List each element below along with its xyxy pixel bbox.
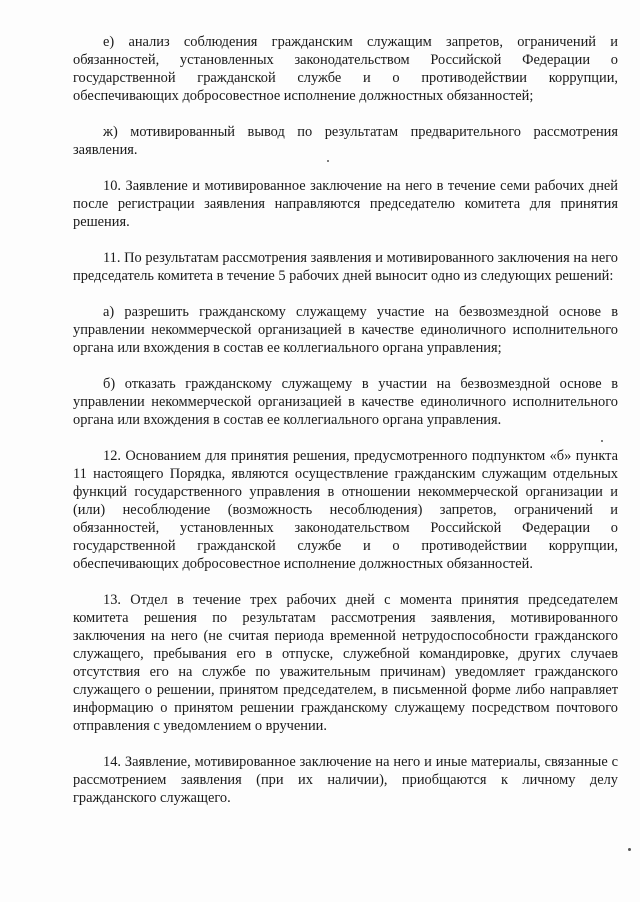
- paragraph-a: а) разрешить гражданскому служащему участие на безвозмездной основе в управлении некоммерческой организацией в качестве единоличного исполнительного органа или вхождения в состав ее коллегиального органа управления;: [73, 304, 618, 356]
- paragraph-e: е) анализ соблюдения гражданским служащим запретов, ограничений и обязанностей, установленных законодательством Российской Федерации о государственной гражданской службе и о противодействии коррупции, обеспечивающих добросовестное исполнение должностных обязанностей;: [73, 34, 618, 104]
- paragraph-13: 13. Отдел в течение трех рабочих дней с момента принятия председателем комитета решения по результатам рассмотрения заявления, мотивированного заключения на него (не считая периода временной нетрудоспособности гражданского служащего, пребывания его в отпуске, служебной командировке, других случаев отсутствия его на службе по уважительным причинам) уведомляет гражданского служащего о решении, принятом председателем, в письменной форме либо направляет информацию о принятом решении гражданскому служащему посредством почтового отправления с уведомлением о вручении.: [73, 592, 618, 734]
- scan-speck: [601, 440, 603, 442]
- paragraph-b: б) отказать гражданскому служащему в участии на безвозмездной основе в управлении некоммерческой организацией в качестве единоличного исполнительного органа или вхождения в состав ее коллегиального органа управления.: [73, 376, 618, 428]
- paragraph-11: 11. По результатам рассмотрения заявления и мотивированного заключения на него председатель комитета в течение 5 рабочих дней выносит одно из следующих решений:: [73, 250, 618, 284]
- document-body: [73, 33, 618, 807]
- paragraph-10: 10. Заявление и мотивированное заключение на него в течение семи рабочих дней после регистрации заявления направляются председателю комитета для принятия решения.: [73, 178, 618, 230]
- paragraph-14: 14. Заявление, мотивированное заключение на него и иные материалы, связанные с рассмотрением заявления (при их наличии), приобщаются к личному делу гражданского служащего.: [73, 754, 618, 806]
- paragraph-12: 12. Основанием для принятия решения, предусмотренного подпунктом «б» пункта 11 настоящего Порядка, являются осуществление гражданским служащим отдельных функций государственного управления в отношении некоммерческой организации и (или) несоблюдение (возможность несоблюдения) запретов, ограничений и обязанностей, установленных законодательством Российской Федерации о государственной гражданской службе и о противодействии коррупции, обеспечивающих добросовестное исполнение должностных обязанностей.: [73, 448, 618, 572]
- scan-speck: [327, 160, 329, 162]
- scan-speck: [628, 848, 631, 851]
- paragraph-zh: ж) мотивированный вывод по результатам предварительного рассмотрения заявления.: [73, 124, 618, 158]
